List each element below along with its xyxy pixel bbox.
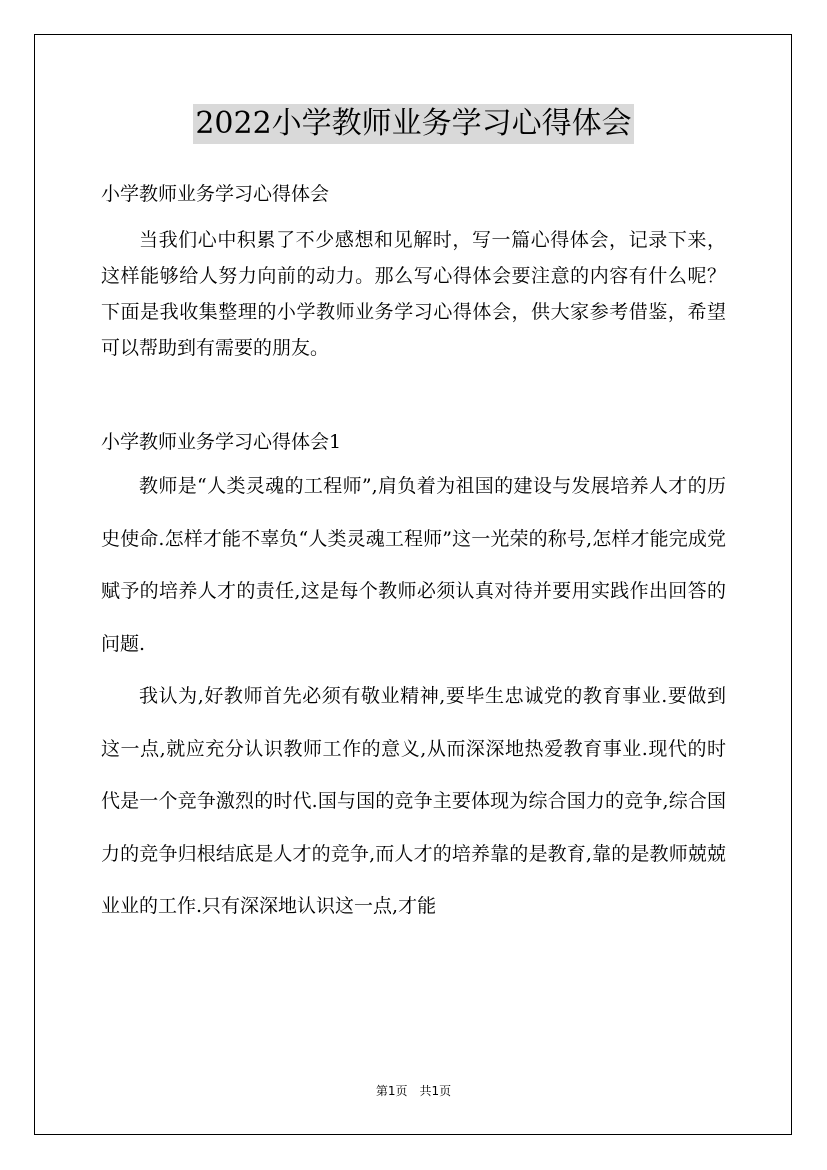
section-heading-intro: 小学教师业务学习心得体会 (101, 183, 330, 205)
document-body (101, 176, 726, 933)
body-paragraph-2: 我认为,好教师首先必须有敬业精神,要毕生忠诚党的教育事业.要做到这一点,就应充分认识教师工作的意义,从而深深地热爱教育事业.现代的时代是一个竞争激烈的时代.国与国的竞争主要体现为综合国力的竞争,综合国力的竞争归根结底是人才的竞争,而人才的培养靠的是教育,靠的是教师兢兢业业的工作.只有深深地认识这一点,才能 (101, 685, 726, 917)
body-paragraph-1: 教师是“人类灵魂的工程师”,肩负着为祖国的建设与发展培养人才的历史使命.怎样才能不辜负“人类灵魂工程师”这一光荣的称号,怎样才能完成党赋予的培养人才的责任,这是每个教师必须认真对待并要用实践作出回答的问题. (101, 475, 726, 655)
page-footer: 第1页 共1页 (375, 1084, 452, 1098)
intro-paragraph: 当我们心中积累了不少感想和见解时，写一篇心得体会，记录下来，这样能够给人努力向前的动力。那么写心得体会要注意的内容有什么呢？下面是我收集整理的小学教师业务学习心得体会，供大家参考借鉴，希望可以帮助到有需要的朋友。 (101, 229, 726, 359)
section-heading-1: 小学教师业务学习心得体会1 (101, 431, 342, 453)
document-title: 2022小学教师业务学习心得体会 (193, 104, 633, 144)
document-title-wrap (0, 104, 827, 144)
